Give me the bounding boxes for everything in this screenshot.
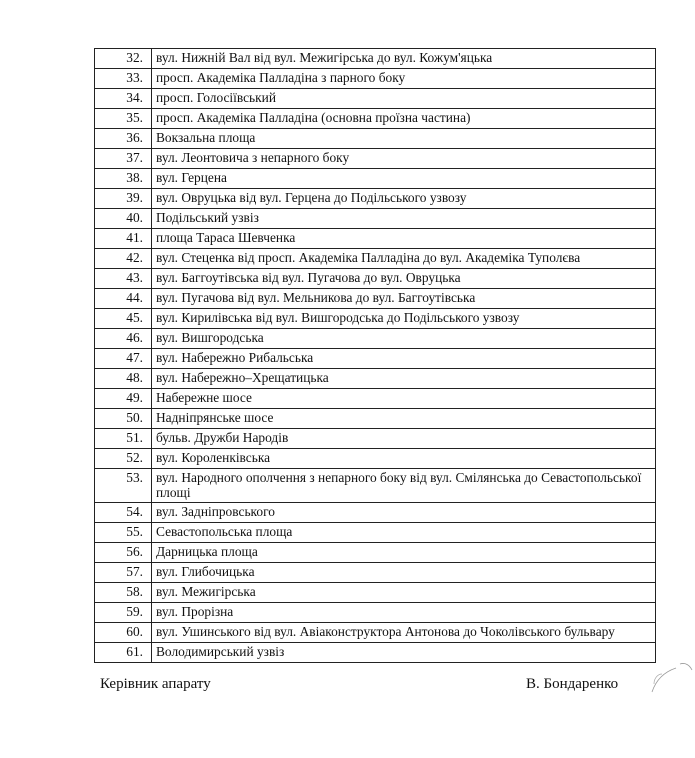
table-row [95,583,656,603]
street-name: вул. Ушинського від вул. Авіаконструктора Антонова до Чоколівського бульвару [152,623,656,643]
table-row [95,543,656,563]
row-number: 50. [95,409,152,429]
street-name: просп. Академіка Палладіна (основна проїзна частина) [152,109,656,129]
table-row [95,309,656,329]
row-number: 39. [95,189,152,209]
row-number: 36. [95,129,152,149]
streets-table-body [95,49,656,663]
row-number: 38. [95,169,152,189]
table-row [95,229,656,249]
table-row [95,269,656,289]
position-title: Керівник апарату [100,676,211,692]
margin-pen-mark-icon [646,650,694,698]
table-row [95,469,656,503]
table-row [95,289,656,309]
table-row [95,369,656,389]
table-row [95,523,656,543]
table-row [95,349,656,369]
table-row [95,69,656,89]
row-number: 52. [95,449,152,469]
street-name: вул. Леонтовича з непарного боку [152,149,656,169]
street-name: Вокзальна площа [152,129,656,149]
table-row [95,49,656,69]
row-number: 41. [95,229,152,249]
row-number: 40. [95,209,152,229]
street-name: вул. Задніпровського [152,503,656,523]
row-number: 42. [95,249,152,269]
street-name: вул. Межигірська [152,583,656,603]
row-number: 43. [95,269,152,289]
row-number: 35. [95,109,152,129]
street-name: Подільський узвіз [152,209,656,229]
row-number: 48. [95,369,152,389]
table-row [95,503,656,523]
streets-table [94,48,656,663]
table-row [95,109,656,129]
table-row [95,249,656,269]
row-number: 34. [95,89,152,109]
street-name: Дарницька площа [152,543,656,563]
street-name: вул. Прорізна [152,603,656,623]
table-row [95,129,656,149]
table-row [95,563,656,583]
table-row [95,189,656,209]
street-name: Надніпрянське шосе [152,409,656,429]
street-name: Набережне шосе [152,389,656,409]
row-number: 51. [95,429,152,449]
street-name: вул. Пугачова від вул. Мельникова до вул. Баггоутівська [152,289,656,309]
row-number: 55. [95,523,152,543]
table-row [95,169,656,189]
row-number: 47. [95,349,152,369]
row-number: 60. [95,623,152,643]
street-name: Севастопольська площа [152,523,656,543]
row-number: 53. [95,469,152,503]
row-number: 49. [95,389,152,409]
street-name: вул. Набережно Рибальська [152,349,656,369]
street-name: вул. Вишгородська [152,329,656,349]
table-row [95,89,656,109]
table-row [95,149,656,169]
street-name: вул. Набережно–Хрещатицька [152,369,656,389]
signatory-name: В. Бондаренко [526,676,619,692]
street-name: вул. Стеценка від просп. Академіка Палладіна до вул. Академіка Туполєва [152,249,656,269]
street-name: вул. Баггоутівська від вул. Пугачова до вул. Овруцька [152,269,656,289]
street-name: Володимирський узвіз [152,643,656,663]
table-row [95,209,656,229]
street-name: вул. Короленківська [152,449,656,469]
street-name: площа Тараса Шевченка [152,229,656,249]
street-name: вул. Кирилівська від вул. Вишгородська до Подільського узвозу [152,309,656,329]
table-row [95,409,656,429]
table-row [95,389,656,409]
row-number: 37. [95,149,152,169]
row-number: 32. [95,49,152,69]
street-name: вул. Глибочицька [152,563,656,583]
table-row [95,449,656,469]
table-row [95,623,656,643]
row-number: 44. [95,289,152,309]
row-number: 58. [95,583,152,603]
row-number: 61. [95,643,152,663]
row-number: 46. [95,329,152,349]
row-number: 33. [95,69,152,89]
street-name: вул. Народного ополчення з непарного боку від вул. Смілянська до Севастопольської площі [152,469,656,503]
street-name: вул. Герцена [152,169,656,189]
street-name: просп. Голосіївський [152,89,656,109]
table-row [95,329,656,349]
street-name: вул. Овруцька від вул. Герцена до Подільського узвозу [152,189,656,209]
table-row [95,603,656,623]
row-number: 57. [95,563,152,583]
row-number: 56. [95,543,152,563]
street-name: просп. Академіка Палладіна з парного боку [152,69,656,89]
table-row [95,429,656,449]
street-name: вул. Нижній Вал від вул. Межигірська до вул. Кожум'яцька [152,49,656,69]
table-row [95,643,656,663]
row-number: 59. [95,603,152,623]
row-number: 45. [95,309,152,329]
street-name: бульв. Дружби Народів [152,429,656,449]
row-number: 54. [95,503,152,523]
